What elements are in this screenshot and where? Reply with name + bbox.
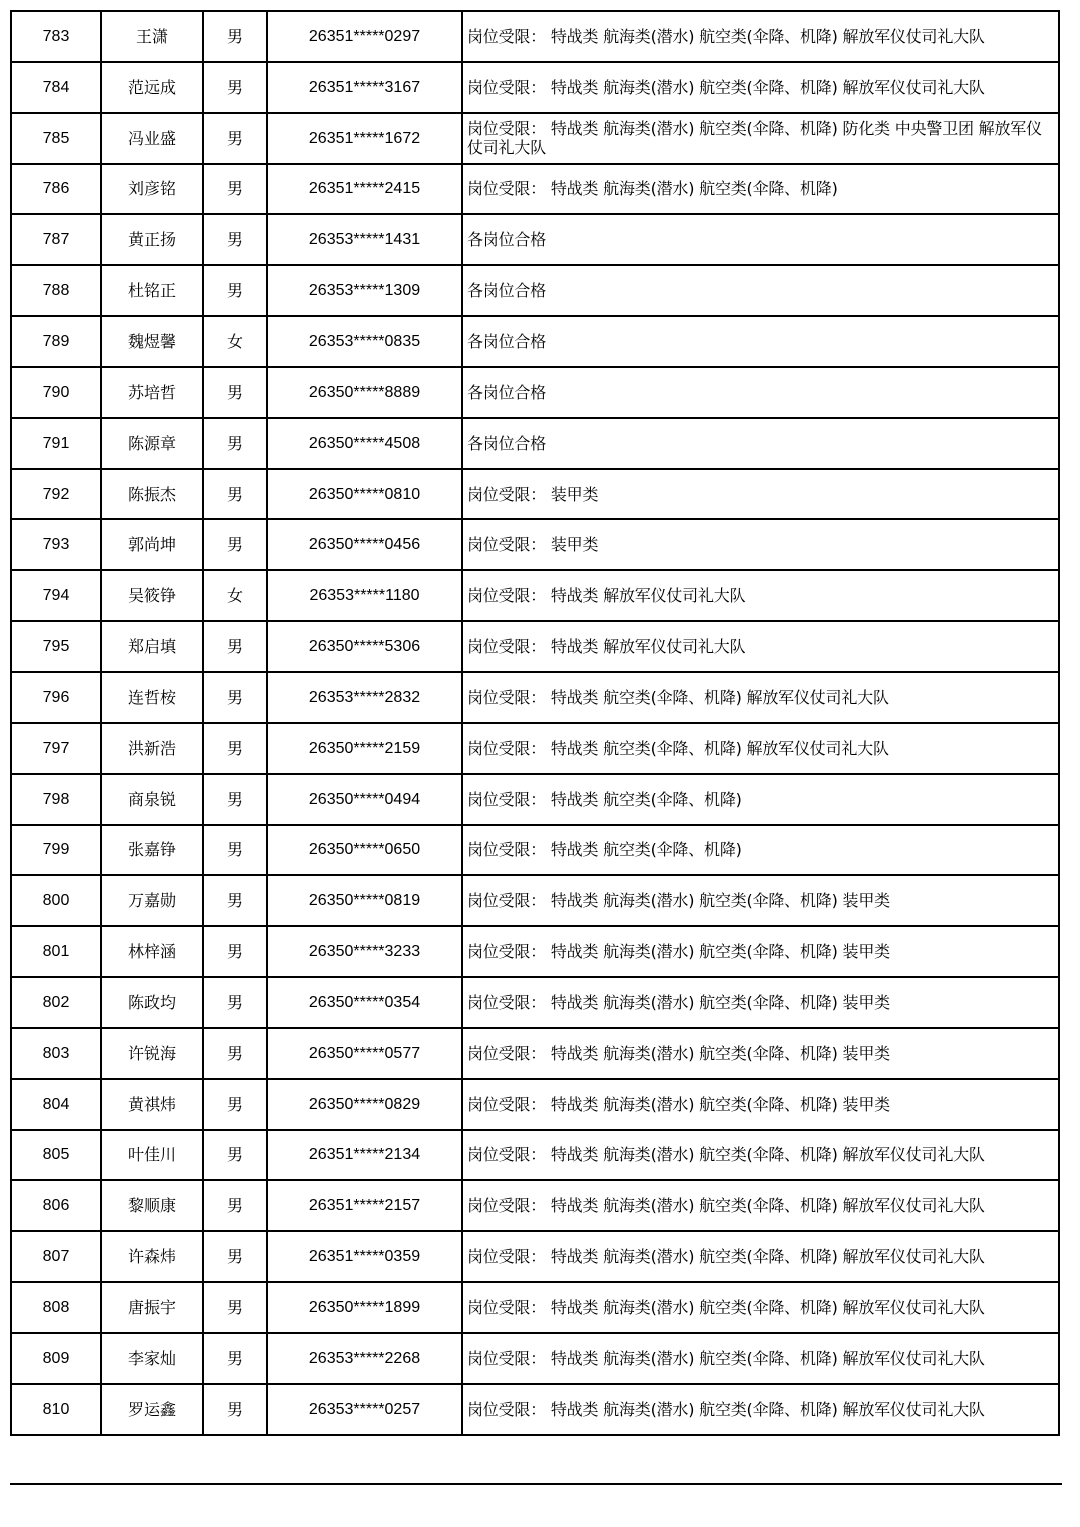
result-cell: 岗位受限： 特战类 解放军仪仗司礼大队 <box>462 621 1059 672</box>
table-row <box>11 418 1059 469</box>
result-cell: 各岗位合格 <box>462 316 1059 367</box>
sex-cell: 男 <box>203 265 267 316</box>
name-cell: 范远成 <box>101 62 203 113</box>
name-cell: 苏培哲 <box>101 367 203 418</box>
name-cell: 洪新浩 <box>101 723 203 774</box>
table-row <box>11 1384 1059 1435</box>
row-number-cell: 792 <box>11 469 101 520</box>
table-row <box>11 1028 1059 1079</box>
table-row <box>11 621 1059 672</box>
row-number-cell: 800 <box>11 875 101 926</box>
name-cell: 林梓涵 <box>101 926 203 977</box>
id-number-cell: 26353*****1431 <box>267 214 462 265</box>
sex-cell: 男 <box>203 672 267 723</box>
id-number-cell: 26351*****2157 <box>267 1180 462 1231</box>
result-cell: 岗位受限： 特战类 航海类(潜水) 航空类(伞降、机降) 装甲类 <box>462 977 1059 1028</box>
sex-cell: 男 <box>203 1028 267 1079</box>
row-number-cell: 787 <box>11 214 101 265</box>
result-cell: 岗位受限： 特战类 航空类(伞降、机降) <box>462 825 1059 876</box>
name-cell: 张嘉铮 <box>101 825 203 876</box>
id-number-cell: 26353*****1309 <box>267 265 462 316</box>
table-row <box>11 11 1059 62</box>
sex-cell: 男 <box>203 113 267 164</box>
sex-cell: 男 <box>203 977 267 1028</box>
id-number-cell: 26351*****2415 <box>267 164 462 215</box>
result-cell: 各岗位合格 <box>462 367 1059 418</box>
result-cell: 岗位受限： 特战类 航空类(伞降、机降) 解放军仪仗司礼大队 <box>462 672 1059 723</box>
result-cell: 岗位受限： 特战类 航海类(潜水) 航空类(伞降、机降) 解放军仪仗司礼大队 <box>462 1231 1059 1282</box>
name-cell: 杜铭正 <box>101 265 203 316</box>
result-cell: 岗位受限： 特战类 航空类(伞降、机降) 解放军仪仗司礼大队 <box>462 723 1059 774</box>
id-number-cell: 26350*****0354 <box>267 977 462 1028</box>
row-number-cell: 805 <box>11 1130 101 1181</box>
table-row <box>11 164 1059 215</box>
id-number-cell: 26350*****1899 <box>267 1282 462 1333</box>
table-row <box>11 875 1059 926</box>
result-cell: 岗位受限： 特战类 航海类(潜水) 航空类(伞降、机降) 解放军仪仗司礼大队 <box>462 62 1059 113</box>
row-number-cell: 790 <box>11 367 101 418</box>
name-cell: 郭尚坤 <box>101 519 203 570</box>
row-number-cell: 791 <box>11 418 101 469</box>
sex-cell: 男 <box>203 62 267 113</box>
name-cell: 吴筱铮 <box>101 570 203 621</box>
id-number-cell: 26350*****2159 <box>267 723 462 774</box>
name-cell: 王潇 <box>101 11 203 62</box>
table-row <box>11 977 1059 1028</box>
id-number-cell: 26351*****1672 <box>267 113 462 164</box>
row-number-cell: 794 <box>11 570 101 621</box>
id-number-cell: 26350*****0494 <box>267 774 462 825</box>
name-cell: 陈振杰 <box>101 469 203 520</box>
result-cell: 岗位受限： 特战类 航海类(潜水) 航空类(伞降、机降) 解放军仪仗司礼大队 <box>462 1333 1059 1384</box>
name-cell: 黄祺炜 <box>101 1079 203 1130</box>
name-cell: 陈政均 <box>101 977 203 1028</box>
sex-cell: 男 <box>203 1384 267 1435</box>
table-row <box>11 316 1059 367</box>
id-number-cell: 26350*****3233 <box>267 926 462 977</box>
row-number-cell: 801 <box>11 926 101 977</box>
row-number-cell: 786 <box>11 164 101 215</box>
table-row <box>11 265 1059 316</box>
result-cell: 岗位受限： 特战类 航海类(潜水) 航空类(伞降、机降) 解放军仪仗司礼大队 <box>462 1130 1059 1181</box>
table-row <box>11 926 1059 977</box>
id-number-cell: 26350*****4508 <box>267 418 462 469</box>
table-row <box>11 62 1059 113</box>
result-cell: 岗位受限： 特战类 航海类(潜水) 航空类(伞降、机降) 解放军仪仗司礼大队 <box>462 11 1059 62</box>
id-number-cell: 26351*****0359 <box>267 1231 462 1282</box>
result-cell: 岗位受限： 特战类 航海类(潜水) 航空类(伞降、机降) 解放军仪仗司礼大队 <box>462 1180 1059 1231</box>
sex-cell: 女 <box>203 570 267 621</box>
name-cell: 罗运鑫 <box>101 1384 203 1435</box>
name-cell: 许锐海 <box>101 1028 203 1079</box>
row-number-cell: 788 <box>11 265 101 316</box>
name-cell: 冯业盛 <box>101 113 203 164</box>
result-cell: 岗位受限： 特战类 航海类(潜水) 航空类(伞降、机降) 装甲类 <box>462 875 1059 926</box>
table-row <box>11 1079 1059 1130</box>
results-table-container <box>10 10 1060 1436</box>
table-row <box>11 774 1059 825</box>
id-number-cell: 26353*****2832 <box>267 672 462 723</box>
id-number-cell: 26353*****1180 <box>267 570 462 621</box>
name-cell: 郑启填 <box>101 621 203 672</box>
row-number-cell: 807 <box>11 1231 101 1282</box>
sex-cell: 男 <box>203 825 267 876</box>
result-cell: 各岗位合格 <box>462 418 1059 469</box>
results-table-body <box>11 11 1059 1435</box>
result-cell: 各岗位合格 <box>462 265 1059 316</box>
id-number-cell: 26350*****0819 <box>267 875 462 926</box>
row-number-cell: 799 <box>11 825 101 876</box>
name-cell: 魏煜馨 <box>101 316 203 367</box>
sex-cell: 男 <box>203 621 267 672</box>
id-number-cell: 26350*****8889 <box>267 367 462 418</box>
result-cell: 岗位受限： 特战类 航海类(潜水) 航空类(伞降、机降) 防化类 中央警卫团 解放军仪仗司礼大队 <box>462 113 1059 164</box>
id-number-cell: 26351*****0297 <box>267 11 462 62</box>
id-number-cell: 26350*****0829 <box>267 1079 462 1130</box>
table-row <box>11 113 1059 164</box>
name-cell: 叶佳川 <box>101 1130 203 1181</box>
row-number-cell: 783 <box>11 11 101 62</box>
id-number-cell: 26350*****0650 <box>267 825 462 876</box>
name-cell: 刘彦铭 <box>101 164 203 215</box>
result-cell: 岗位受限： 特战类 航海类(潜水) 航空类(伞降、机降) <box>462 164 1059 215</box>
row-number-cell: 784 <box>11 62 101 113</box>
sex-cell: 男 <box>203 926 267 977</box>
sex-cell: 男 <box>203 164 267 215</box>
table-row <box>11 469 1059 520</box>
table-row <box>11 1333 1059 1384</box>
table-row <box>11 672 1059 723</box>
row-number-cell: 796 <box>11 672 101 723</box>
row-number-cell: 789 <box>11 316 101 367</box>
row-number-cell: 810 <box>11 1384 101 1435</box>
name-cell: 万嘉勋 <box>101 875 203 926</box>
row-number-cell: 806 <box>11 1180 101 1231</box>
sex-cell: 男 <box>203 774 267 825</box>
id-number-cell: 26353*****0257 <box>267 1384 462 1435</box>
table-row <box>11 1231 1059 1282</box>
result-cell: 岗位受限： 特战类 解放军仪仗司礼大队 <box>462 570 1059 621</box>
id-number-cell: 26353*****0835 <box>267 316 462 367</box>
table-row <box>11 214 1059 265</box>
table-row <box>11 519 1059 570</box>
name-cell: 黄正扬 <box>101 214 203 265</box>
row-number-cell: 803 <box>11 1028 101 1079</box>
result-cell: 各岗位合格 <box>462 214 1059 265</box>
table-row <box>11 1180 1059 1231</box>
result-cell: 岗位受限： 特战类 航海类(潜水) 航空类(伞降、机降) 解放军仪仗司礼大队 <box>462 1384 1059 1435</box>
name-cell: 许森炜 <box>101 1231 203 1282</box>
row-number-cell: 804 <box>11 1079 101 1130</box>
results-table <box>10 10 1060 1436</box>
row-number-cell: 797 <box>11 723 101 774</box>
result-cell: 岗位受限： 装甲类 <box>462 519 1059 570</box>
result-cell: 岗位受限： 特战类 航海类(潜水) 航空类(伞降、机降) 解放军仪仗司礼大队 <box>462 1282 1059 1333</box>
id-number-cell: 26350*****0810 <box>267 469 462 520</box>
row-number-cell: 809 <box>11 1333 101 1384</box>
name-cell: 连哲桉 <box>101 672 203 723</box>
table-row <box>11 1282 1059 1333</box>
row-number-cell: 802 <box>11 977 101 1028</box>
table-row <box>11 723 1059 774</box>
sex-cell: 男 <box>203 875 267 926</box>
name-cell: 商泉锐 <box>101 774 203 825</box>
id-number-cell: 26350*****5306 <box>267 621 462 672</box>
name-cell: 黎顺康 <box>101 1180 203 1231</box>
row-number-cell: 795 <box>11 621 101 672</box>
sex-cell: 男 <box>203 11 267 62</box>
sex-cell: 男 <box>203 214 267 265</box>
bottom-rule <box>10 1483 1062 1485</box>
sex-cell: 男 <box>203 519 267 570</box>
row-number-cell: 798 <box>11 774 101 825</box>
table-row <box>11 1130 1059 1181</box>
sex-cell: 男 <box>203 1333 267 1384</box>
sex-cell: 男 <box>203 1130 267 1181</box>
row-number-cell: 785 <box>11 113 101 164</box>
id-number-cell: 26350*****0577 <box>267 1028 462 1079</box>
result-cell: 岗位受限： 特战类 航空类(伞降、机降) <box>462 774 1059 825</box>
id-number-cell: 26353*****2268 <box>267 1333 462 1384</box>
id-number-cell: 26351*****3167 <box>267 62 462 113</box>
sex-cell: 男 <box>203 367 267 418</box>
result-cell: 岗位受限： 特战类 航海类(潜水) 航空类(伞降、机降) 装甲类 <box>462 926 1059 977</box>
sex-cell: 男 <box>203 723 267 774</box>
table-row <box>11 825 1059 876</box>
sex-cell: 男 <box>203 1231 267 1282</box>
result-cell: 岗位受限： 特战类 航海类(潜水) 航空类(伞降、机降) 装甲类 <box>462 1028 1059 1079</box>
sex-cell: 男 <box>203 1180 267 1231</box>
table-row <box>11 570 1059 621</box>
sex-cell: 男 <box>203 418 267 469</box>
row-number-cell: 808 <box>11 1282 101 1333</box>
sex-cell: 男 <box>203 469 267 520</box>
id-number-cell: 26351*****2134 <box>267 1130 462 1181</box>
name-cell: 陈源章 <box>101 418 203 469</box>
name-cell: 唐振宇 <box>101 1282 203 1333</box>
row-number-cell: 793 <box>11 519 101 570</box>
result-cell: 岗位受限： 装甲类 <box>462 469 1059 520</box>
name-cell: 李家灿 <box>101 1333 203 1384</box>
sex-cell: 男 <box>203 1282 267 1333</box>
table-row <box>11 367 1059 418</box>
sex-cell: 女 <box>203 316 267 367</box>
result-cell: 岗位受限： 特战类 航海类(潜水) 航空类(伞降、机降) 装甲类 <box>462 1079 1059 1130</box>
sex-cell: 男 <box>203 1079 267 1130</box>
id-number-cell: 26350*****0456 <box>267 519 462 570</box>
